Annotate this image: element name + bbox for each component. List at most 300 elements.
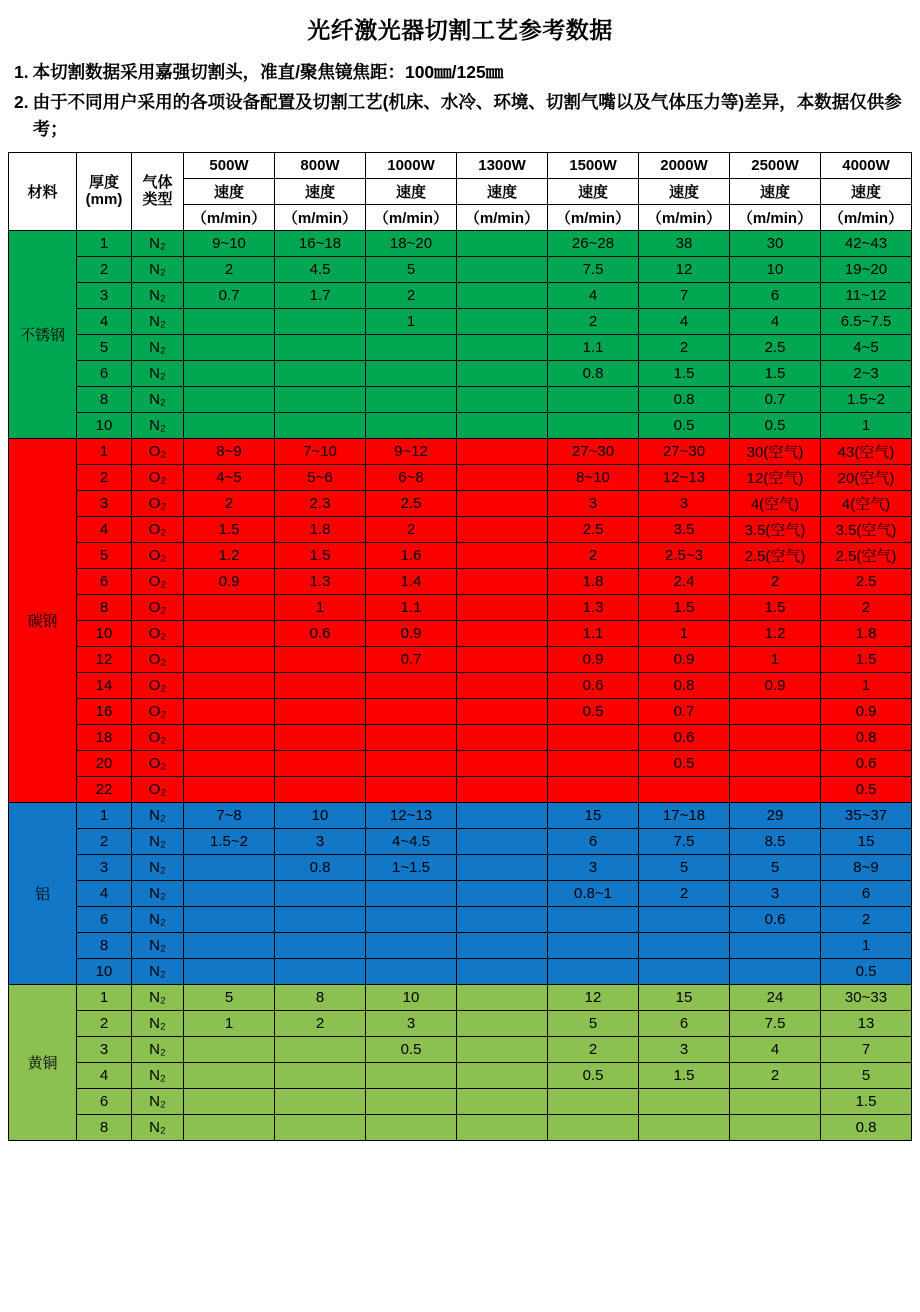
- speed-cell: [730, 776, 821, 802]
- gas-cell: N₂: [132, 360, 184, 386]
- speed-cell: 15: [548, 802, 639, 828]
- speed-cell: 6.5~7.5: [821, 308, 912, 334]
- speed-cell: [457, 412, 548, 438]
- speed-cell: 0.7: [639, 698, 730, 724]
- thickness-cell: 1: [77, 230, 132, 256]
- header-speed-1000w: 速度: [366, 178, 457, 204]
- speed-cell: 0.9: [821, 698, 912, 724]
- gas-cell: N₂: [132, 334, 184, 360]
- gas-cell: O₂: [132, 724, 184, 750]
- speed-cell: [275, 776, 366, 802]
- material-cell: 黄铜: [9, 984, 77, 1140]
- speed-cell: 3: [639, 490, 730, 516]
- speed-cell: 19~20: [821, 256, 912, 282]
- speed-cell: 13: [821, 1010, 912, 1036]
- speed-cell: 1.1: [548, 334, 639, 360]
- gas-cell: N₂: [132, 282, 184, 308]
- table-row: [9, 698, 912, 724]
- speed-cell: 43(空气): [821, 438, 912, 464]
- speed-cell: 10: [275, 802, 366, 828]
- speed-cell: 0.6: [730, 906, 821, 932]
- note-number: 1.: [14, 62, 29, 82]
- gas-cell: O₂: [132, 438, 184, 464]
- table-row: [9, 880, 912, 906]
- speed-cell: 0.5: [821, 958, 912, 984]
- speed-cell: 6: [730, 282, 821, 308]
- speed-cell: [457, 958, 548, 984]
- header-gas-line1: 气体: [142, 174, 173, 191]
- speed-cell: 8~9: [821, 854, 912, 880]
- speed-cell: [275, 672, 366, 698]
- header-power-500w: 500W: [184, 152, 275, 178]
- speed-cell: [730, 958, 821, 984]
- speed-cell: [275, 386, 366, 412]
- thickness-cell: 4: [77, 1062, 132, 1088]
- speed-cell: [275, 412, 366, 438]
- table-row: [9, 542, 912, 568]
- header-gas: [132, 152, 184, 230]
- header-power-2000w: 2000W: [639, 152, 730, 178]
- speed-cell: 3: [275, 828, 366, 854]
- header-power-800w: 800W: [275, 152, 366, 178]
- speed-cell: 1: [730, 646, 821, 672]
- thickness-cell: 8: [77, 594, 132, 620]
- gas-cell: N₂: [132, 932, 184, 958]
- speed-cell: 18~20: [366, 230, 457, 256]
- speed-cell: 2: [730, 568, 821, 594]
- speed-cell: 2: [275, 1010, 366, 1036]
- speed-cell: [457, 620, 548, 646]
- speed-cell: [275, 750, 366, 776]
- speed-cell: [275, 308, 366, 334]
- speed-cell: [457, 594, 548, 620]
- speed-cell: [366, 880, 457, 906]
- speed-cell: 3: [366, 1010, 457, 1036]
- thickness-cell: 14: [77, 672, 132, 698]
- speed-cell: [730, 932, 821, 958]
- speed-cell: 30~33: [821, 984, 912, 1010]
- thickness-cell: 18: [77, 724, 132, 750]
- header-speed-1300w: 速度: [457, 178, 548, 204]
- speed-cell: [275, 1088, 366, 1114]
- header-power-1000w: 1000W: [366, 152, 457, 178]
- speed-cell: 2.5(空气): [730, 542, 821, 568]
- header-unit-800w: （m/min）: [275, 204, 366, 230]
- speed-cell: [366, 932, 457, 958]
- speed-cell: 15: [821, 828, 912, 854]
- speed-cell: 0.6: [821, 750, 912, 776]
- speed-cell: [184, 698, 275, 724]
- speed-cell: [184, 386, 275, 412]
- speed-cell: 2: [548, 308, 639, 334]
- speed-cell: 3: [639, 1036, 730, 1062]
- material-cell: 铝: [9, 802, 77, 984]
- speed-cell: 0.7: [184, 282, 275, 308]
- speed-cell: 10: [730, 256, 821, 282]
- header-power-1500w: 1500W: [548, 152, 639, 178]
- speed-cell: [457, 880, 548, 906]
- table-row: [9, 308, 912, 334]
- speed-cell: [366, 360, 457, 386]
- speed-cell: 1.6: [366, 542, 457, 568]
- speed-cell: [366, 958, 457, 984]
- speed-cell: [457, 256, 548, 282]
- speed-cell: 12: [548, 984, 639, 1010]
- table-row: [9, 256, 912, 282]
- document-page: [0, 12, 920, 1312]
- speed-cell: [457, 646, 548, 672]
- speed-cell: [366, 776, 457, 802]
- speed-cell: 12~13: [639, 464, 730, 490]
- speed-cell: [548, 386, 639, 412]
- speed-cell: 2: [730, 1062, 821, 1088]
- speed-cell: 1: [821, 412, 912, 438]
- speed-cell: 0.9: [366, 620, 457, 646]
- speed-cell: 2: [548, 542, 639, 568]
- thickness-cell: 3: [77, 490, 132, 516]
- speed-cell: [639, 906, 730, 932]
- thickness-cell: 6: [77, 568, 132, 594]
- speed-cell: 3.5: [639, 516, 730, 542]
- speed-cell: 8~10: [548, 464, 639, 490]
- speed-cell: [184, 880, 275, 906]
- speed-cell: 3: [730, 880, 821, 906]
- speed-cell: 0.8: [821, 1114, 912, 1140]
- speed-cell: [457, 568, 548, 594]
- speed-cell: [275, 880, 366, 906]
- speed-cell: 1.5: [184, 516, 275, 542]
- speed-cell: [275, 724, 366, 750]
- gas-cell: N₂: [132, 1036, 184, 1062]
- speed-cell: [457, 1010, 548, 1036]
- speed-cell: 2.5: [821, 568, 912, 594]
- speed-cell: 0.9: [730, 672, 821, 698]
- speed-cell: [457, 932, 548, 958]
- speed-cell: 0.6: [275, 620, 366, 646]
- thickness-cell: 2: [77, 256, 132, 282]
- header-unit-2500w: （m/min）: [730, 204, 821, 230]
- speed-cell: 5: [184, 984, 275, 1010]
- speed-cell: 2.3: [275, 490, 366, 516]
- table-row: [9, 594, 912, 620]
- header-speed-4000w: 速度: [821, 178, 912, 204]
- speed-cell: 8.5: [730, 828, 821, 854]
- thickness-cell: 12: [77, 646, 132, 672]
- speed-cell: 0.8: [639, 672, 730, 698]
- speed-cell: 1: [821, 672, 912, 698]
- thickness-cell: 2: [77, 828, 132, 854]
- speed-cell: 2: [821, 594, 912, 620]
- thickness-cell: 4: [77, 308, 132, 334]
- speed-cell: 11~12: [821, 282, 912, 308]
- speed-cell: 1.8: [275, 516, 366, 542]
- gas-cell: N₂: [132, 802, 184, 828]
- material-cell: 不锈钢: [9, 230, 77, 438]
- speed-cell: 0.7: [730, 386, 821, 412]
- speed-cell: 0.5: [639, 750, 730, 776]
- material-cell: 碳钢: [9, 438, 77, 802]
- speed-cell: 0.6: [548, 672, 639, 698]
- speed-cell: [275, 958, 366, 984]
- speed-cell: 12(空气): [730, 464, 821, 490]
- speed-cell: 38: [639, 230, 730, 256]
- gas-cell: O₂: [132, 620, 184, 646]
- note-item: [14, 59, 906, 85]
- table-row: [9, 438, 912, 464]
- table-row: [9, 282, 912, 308]
- speed-cell: [457, 308, 548, 334]
- speed-cell: 17~18: [639, 802, 730, 828]
- table-row: [9, 854, 912, 880]
- speed-cell: [184, 724, 275, 750]
- table-row: [9, 464, 912, 490]
- table-row: [9, 750, 912, 776]
- speed-cell: 7: [821, 1036, 912, 1062]
- cutting-parameters-table: [8, 152, 912, 1141]
- speed-cell: 30: [730, 230, 821, 256]
- speed-cell: [457, 1088, 548, 1114]
- speed-cell: 2: [366, 516, 457, 542]
- speed-cell: 7.5: [730, 1010, 821, 1036]
- speed-cell: 3: [548, 854, 639, 880]
- speed-cell: [457, 360, 548, 386]
- header-unit-1500w: （m/min）: [548, 204, 639, 230]
- header-speed-2000w: 速度: [639, 178, 730, 204]
- speed-cell: [184, 932, 275, 958]
- speed-cell: 1.5: [639, 594, 730, 620]
- speed-cell: 1.2: [730, 620, 821, 646]
- speed-cell: 10: [366, 984, 457, 1010]
- gas-cell: O₂: [132, 672, 184, 698]
- header-unit-2000w: （m/min）: [639, 204, 730, 230]
- speed-cell: 26~28: [548, 230, 639, 256]
- table-row: [9, 984, 912, 1010]
- speed-cell: [457, 1114, 548, 1140]
- speed-cell: 1.5~2: [821, 386, 912, 412]
- speed-cell: 4: [730, 1036, 821, 1062]
- gas-cell: N₂: [132, 1088, 184, 1114]
- speed-cell: [639, 1114, 730, 1140]
- speed-cell: 7~10: [275, 438, 366, 464]
- gas-cell: N₂: [132, 984, 184, 1010]
- table-row: [9, 1088, 912, 1114]
- speed-cell: 6: [548, 828, 639, 854]
- thickness-cell: 8: [77, 1114, 132, 1140]
- speed-cell: [639, 958, 730, 984]
- gas-cell: O₂: [132, 464, 184, 490]
- speed-cell: 1.5: [821, 1088, 912, 1114]
- speed-cell: 29: [730, 802, 821, 828]
- gas-cell: O₂: [132, 490, 184, 516]
- thickness-cell: 10: [77, 958, 132, 984]
- speed-cell: 4(空气): [730, 490, 821, 516]
- table-row: [9, 828, 912, 854]
- table-row: [9, 724, 912, 750]
- speed-cell: 0.5: [548, 698, 639, 724]
- thickness-cell: 8: [77, 932, 132, 958]
- speed-cell: 0.5: [730, 412, 821, 438]
- table-row: [9, 490, 912, 516]
- speed-cell: [457, 906, 548, 932]
- speed-cell: 8~9: [184, 438, 275, 464]
- speed-cell: 2: [366, 282, 457, 308]
- speed-cell: 1.3: [275, 568, 366, 594]
- speed-cell: [184, 334, 275, 360]
- table-row: [9, 1010, 912, 1036]
- speed-cell: [366, 750, 457, 776]
- speed-cell: [184, 958, 275, 984]
- speed-cell: [184, 1088, 275, 1114]
- header-speed-500w: 速度: [184, 178, 275, 204]
- speed-cell: 5: [639, 854, 730, 880]
- speed-cell: 2.5~3: [639, 542, 730, 568]
- speed-cell: [275, 334, 366, 360]
- speed-cell: [366, 698, 457, 724]
- speed-cell: [184, 620, 275, 646]
- header-thickness-line2: (mm): [85, 191, 123, 209]
- speed-cell: [457, 828, 548, 854]
- speed-cell: [184, 412, 275, 438]
- header-row-power: [9, 152, 912, 178]
- header-unit-1000w: （m/min）: [366, 204, 457, 230]
- thickness-cell: 8: [77, 386, 132, 412]
- gas-cell: N₂: [132, 412, 184, 438]
- speed-cell: [548, 1114, 639, 1140]
- speed-cell: [366, 1088, 457, 1114]
- gas-cell: O₂: [132, 698, 184, 724]
- thickness-cell: 5: [77, 542, 132, 568]
- speed-cell: 2.5: [548, 516, 639, 542]
- speed-cell: [457, 542, 548, 568]
- gas-cell: O₂: [132, 542, 184, 568]
- speed-cell: [457, 776, 548, 802]
- gas-cell: N₂: [132, 256, 184, 282]
- speed-cell: 1.1: [548, 620, 639, 646]
- speed-cell: [366, 672, 457, 698]
- speed-cell: 0.8: [821, 724, 912, 750]
- gas-cell: O₂: [132, 516, 184, 542]
- speed-cell: 42~43: [821, 230, 912, 256]
- speed-cell: [639, 1088, 730, 1114]
- note-item: [14, 89, 906, 142]
- table-row: [9, 620, 912, 646]
- speed-cell: 4~5: [821, 334, 912, 360]
- speed-cell: 2: [184, 490, 275, 516]
- thickness-cell: 2: [77, 1010, 132, 1036]
- speed-cell: [275, 1036, 366, 1062]
- speed-cell: 2.4: [639, 568, 730, 594]
- speed-cell: 0.8: [275, 854, 366, 880]
- speed-cell: [275, 1062, 366, 1088]
- speed-cell: 2: [639, 880, 730, 906]
- header-unit-1300w: （m/min）: [457, 204, 548, 230]
- speed-cell: 4: [730, 308, 821, 334]
- header-speed-1500w: 速度: [548, 178, 639, 204]
- speed-cell: [457, 282, 548, 308]
- speed-cell: 1.5: [821, 646, 912, 672]
- table-row: [9, 802, 912, 828]
- speed-cell: [457, 464, 548, 490]
- thickness-cell: 1: [77, 802, 132, 828]
- speed-cell: [184, 906, 275, 932]
- thickness-cell: 5: [77, 334, 132, 360]
- speed-cell: [275, 646, 366, 672]
- speed-cell: [184, 646, 275, 672]
- speed-cell: [548, 776, 639, 802]
- thickness-cell: 1: [77, 984, 132, 1010]
- speed-cell: [730, 698, 821, 724]
- speed-cell: 0.5: [548, 1062, 639, 1088]
- speed-cell: 1: [821, 932, 912, 958]
- gas-cell: N₂: [132, 958, 184, 984]
- speed-cell: [639, 932, 730, 958]
- speed-cell: 1: [275, 594, 366, 620]
- speed-cell: [457, 802, 548, 828]
- speed-cell: 2: [548, 1036, 639, 1062]
- speed-cell: 2~3: [821, 360, 912, 386]
- speed-cell: 4: [639, 308, 730, 334]
- gas-cell: O₂: [132, 594, 184, 620]
- gas-cell: N₂: [132, 386, 184, 412]
- gas-cell: N₂: [132, 308, 184, 334]
- speed-cell: 7: [639, 282, 730, 308]
- gas-cell: O₂: [132, 750, 184, 776]
- table-row: [9, 1062, 912, 1088]
- speed-cell: 12~13: [366, 802, 457, 828]
- thickness-cell: 16: [77, 698, 132, 724]
- speed-cell: 9~10: [184, 230, 275, 256]
- speed-cell: 1.5: [730, 594, 821, 620]
- speed-cell: [366, 386, 457, 412]
- header-power-2500w: 2500W: [730, 152, 821, 178]
- speed-cell: 4: [548, 282, 639, 308]
- thickness-cell: 6: [77, 360, 132, 386]
- speed-cell: [366, 1062, 457, 1088]
- speed-cell: 1.3: [548, 594, 639, 620]
- speed-cell: 1.5: [275, 542, 366, 568]
- speed-cell: 4~5: [184, 464, 275, 490]
- note-number: 2.: [14, 92, 29, 113]
- speed-cell: 2.5(空气): [821, 542, 912, 568]
- gas-cell: O₂: [132, 646, 184, 672]
- speed-cell: 15: [639, 984, 730, 1010]
- speed-cell: [457, 698, 548, 724]
- speed-cell: [366, 724, 457, 750]
- speed-cell: 4.5: [275, 256, 366, 282]
- speed-cell: [457, 490, 548, 516]
- table-row: [9, 412, 912, 438]
- speed-cell: 0.8: [639, 386, 730, 412]
- note-text: 由于不同用户采用的各项设备配置及切割工艺(机床、水冷、环境、切割气嘴以及气体压力等)差异，本数据仅供参考；: [32, 92, 902, 139]
- speed-cell: [457, 438, 548, 464]
- speed-cell: 4~4.5: [366, 828, 457, 854]
- header-speed-2500w: 速度: [730, 178, 821, 204]
- thickness-cell: 10: [77, 412, 132, 438]
- speed-cell: 24: [730, 984, 821, 1010]
- speed-cell: [457, 386, 548, 412]
- gas-cell: N₂: [132, 230, 184, 256]
- speed-cell: 5: [821, 1062, 912, 1088]
- thickness-cell: 6: [77, 906, 132, 932]
- speed-cell: 9~12: [366, 438, 457, 464]
- thickness-cell: 3: [77, 854, 132, 880]
- speed-cell: [275, 1114, 366, 1140]
- speed-cell: 12: [639, 256, 730, 282]
- speed-cell: [184, 1062, 275, 1088]
- gas-cell: N₂: [132, 880, 184, 906]
- speed-cell: 20(空气): [821, 464, 912, 490]
- speed-cell: 0.9: [184, 568, 275, 594]
